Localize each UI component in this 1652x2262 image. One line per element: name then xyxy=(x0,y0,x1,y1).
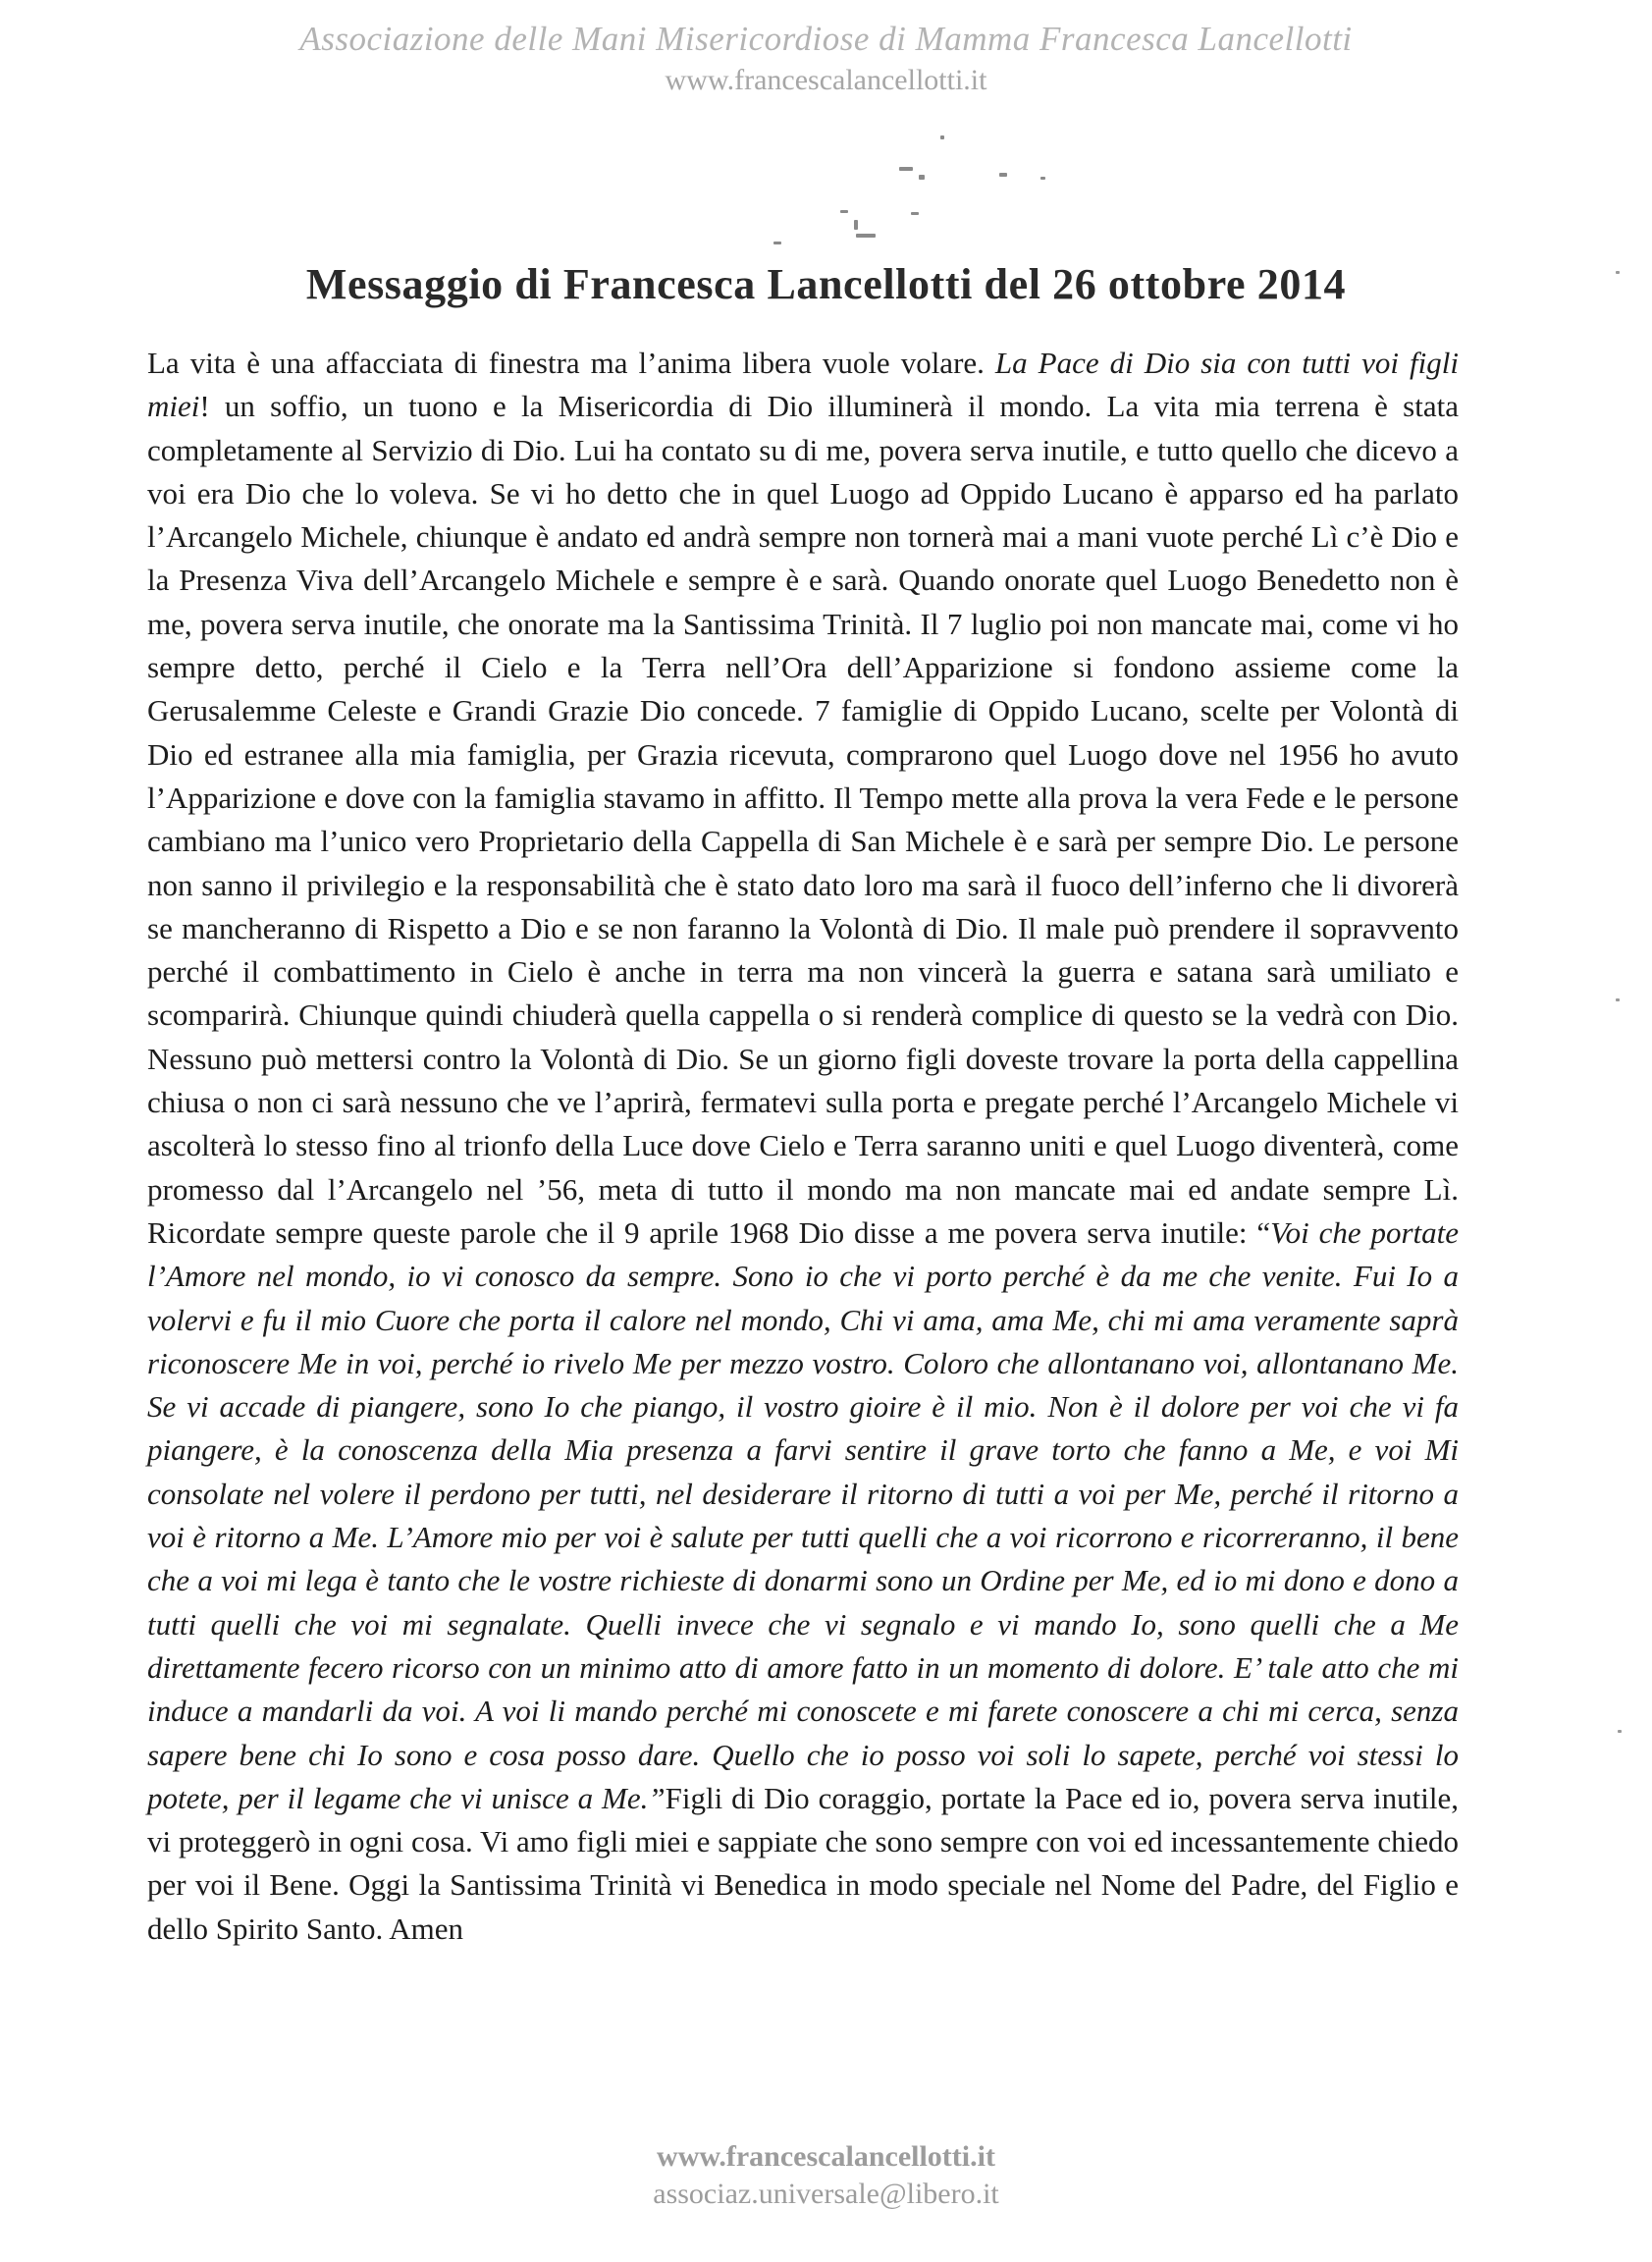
body-paragraph-3: Figli di Dio coraggio, portate la Pace ed io, povera serva inutile, vi proteggerò in ogni cosa. Vi amo figli miei e sappiate che sono sempre con voi ed incessantemente chiedo per voi il Bene. Oggi la Santissima Trinità vi Benedica in modo speciale nel Nome del Padre, del Figlio e dello Spirito Santo. Amen xyxy=(147,1780,1459,1946)
page-header xyxy=(0,18,1652,100)
scan-speck xyxy=(919,175,925,180)
footer-email: associaz.universale@libero.it xyxy=(653,2178,999,2210)
body-greeting-italic: La Pace di Dio sia con tutti voi figli miei xyxy=(147,346,1459,424)
scan-speck xyxy=(940,135,944,139)
footer-website: www.francescalancellotti.it xyxy=(657,2140,995,2173)
scan-speck xyxy=(1618,1730,1622,1733)
scan-speck xyxy=(854,220,858,230)
scan-speck xyxy=(840,210,848,213)
header-website: www.francescalancellotti.it xyxy=(665,64,987,96)
page-footer xyxy=(0,2138,1652,2213)
scan-speck xyxy=(1616,271,1620,274)
message-body xyxy=(147,342,1459,1951)
scan-speck xyxy=(773,242,781,244)
scan-speck xyxy=(1040,177,1045,180)
scan-speck xyxy=(999,173,1007,177)
scan-speck xyxy=(911,212,919,215)
scan-speck xyxy=(856,234,876,238)
scan-speck xyxy=(1616,998,1620,1001)
scan-specks xyxy=(746,118,1080,265)
scan-speck xyxy=(899,167,913,171)
body-paragraph-1: La vita è una affacciata di finestra ma l’anima libera vuole volare. xyxy=(147,346,995,380)
page-title: Messaggio di Francesca Lancellotti del 26 ottobre 2014 xyxy=(305,260,1347,308)
body-paragraph-2: ! un soffio, un tuono e la Misericordia di Dio illuminerà il mondo. La vita mia terrena è stata completamente al Servizio di Dio. Lui ha contato su di me, povera serva inutile, e tutto quello che dicevo a voi era Dio che lo voleva. Se vi ho detto che in quel Luogo ad Oppido Lucano è apparso ed ha parlato l’Arcangelo Michele, chiunque è andato ed andrà sempre non tornerà mai a mani vuote perché Lì c’è Dio e la Presenza Viva dell’Arcangelo Michele e sempre è e sarà. Quando onorate quel Luogo Benedetto non è me, povera serva inutile, che onorate ma la Santissima Trinità. Il 7 luglio poi non mancate mai, come vi ho sempre detto, perché il Cielo e la Terra nell’Ora dell’Apparizione si fondono assieme come la Gerusalemme Celeste e Grandi Grazie Dio concede. 7 famiglie di Oppido Lucano, scelte per Volontà di Dio ed estranee alla mia famiglia, per Grazia ricevuta, comprarono quel Luogo dove nel 1956 ho avuto l’Apparizione e dove con la famiglia stavamo in affitto. Il Tempo mette alla prova la vera Fede e le persone cambiano ma l’unico vero Proprietario della Cappella di San Michele è e sarà per sempre Dio. Le persone non sanno il privilegio e la responsabilità che è stato dato loro ma sarà il fuoco dell’inferno che li divorerà se mancheranno di Rispetto a Dio e se non faranno la Volontà di Dio. Il male può prendere il sopravvento perché il combattimento in Cielo è anche in terra ma non vincerà la guerra e satana sarà umiliato e scomparirà. Chiunque quindi chiuderà quella cappella o si renderà complice di questo se la vedrà con Dio. Nessuno può mettersi contro la Volontà di Dio. Se un giorno figli doveste trovare la porta della cappellina chiusa o non ci sarà nessuno che ve l’aprirà, fermatevi sulla porta e pregate perché l’Arcangelo Michele vi ascolterà lo stesso fino al trionfo della Luce dove Cielo e Terra saranno uniti e quel Luogo diventerà, come promesso dal l’Arcangelo nel ’56, meta di tutto il mondo ma non mancate mai ed andate sempre Lì. Ricordate sempre queste parole che il 9 aprile 1968 Dio disse a me povera serva inutile: “ xyxy=(147,389,1459,1250)
association-name: Associazione delle Mani Misericordiose di Mamma Francesca Lancellotti xyxy=(299,20,1353,58)
body-quote-italic: Voi che portate l’Amore nel mondo, io vi conosco da sempre. Sono io che vi porto perché è da me che venite. Fui Io a volervi e fu il mio Cuore che porta il calore nel mondo, Chi vi ama, ama Me, chi mi ama veramente saprà riconoscere Me in voi, perché io rivelo Me per mezzo vostro. Coloro che allontanano voi, allontanano Me. Se vi accade di piangere, sono Io che piango, il vostro gioire è il mio. Non è il dolore per voi che vi fa piangere, è la conoscenza della Mia presenza a farvi sentire il grave torto che fanno a Me, e voi Mi consolate nel volere il perdono per tutti, nel desiderare il ritorno di tutti a voi per Me, perché il ritorno a voi è ritorno a Me. L’Amore mio per voi è salute per tutti quelli che a voi ricorrono e ricorreranno, il bene che a voi mi lega è tanto che le vostre richieste di donarmi sono un Ordine per Me, ed io mi dono e dono a tutti quelli che voi mi segnalate. Quelli invece che vi segnalo e vi mando Io, sono quelli che a Me direttamente fecero ricorso con un minimo atto di amore fatto in un momento di dolore. E’ tale atto che mi induce a mandarli da voi. A voi li mando perché mi conoscete e mi farete conoscere a chi mi cerca, senza sapere bene chi Io sono e cosa posso dare. Quello che io posso voi soli lo sapete, perché voi stessi lo potete, per il legame che vi unisce a Me.” xyxy=(147,1214,1459,1815)
